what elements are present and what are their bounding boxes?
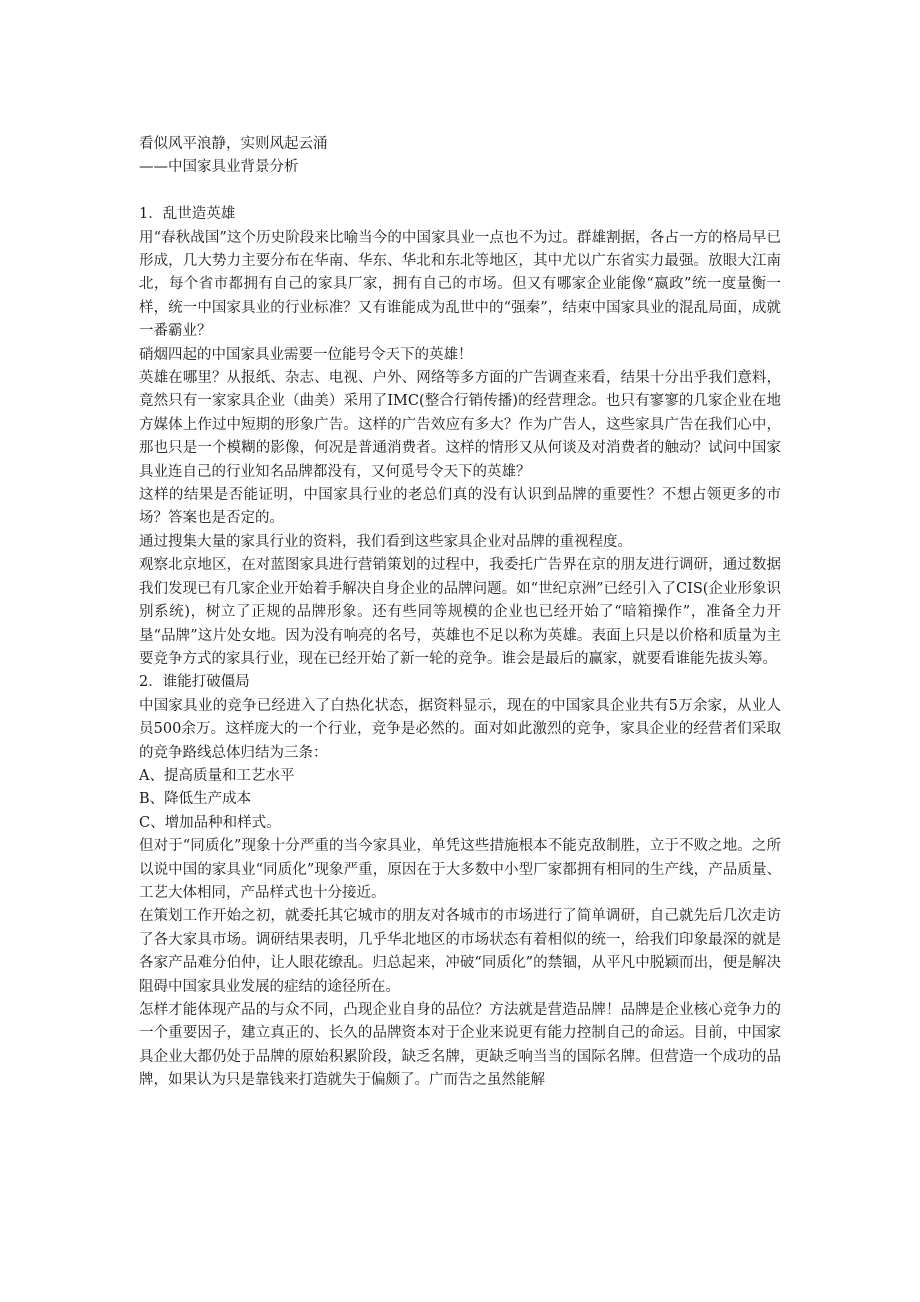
paragraph: 硝烟四起的中国家具业需要一位能号令天下的英雄！ <box>139 346 473 363</box>
document-body <box>139 133 781 1093</box>
list-item: B、降低生产成本 <box>139 791 252 808</box>
paragraph: 英雄在哪里？从报纸、杂志、电视、户外、网络等多方面的广告调查来看，结果十分出乎我们意料，竟然只有一家家具企业（曲美）采用了IMC(整合行销传播)的经营理念。也只有寥寥的几家企业在地方媒体上作过中短期的形象广告。这样的广告效应有多大？作为广告人，这些家具广告在我们心中，那也只是一个模糊的影像，何况是普通消费者。这样的情形又从何谈及对消费者的触动？试问中国家具业连自己的行业知名品牌都没有，又何觅号令天下的英雄？ <box>139 370 781 480</box>
paragraph: 怎样才能体现产品的与众不同，凸现企业自身的品位？方法就是营造品牌！品牌是企业核心竞争力的一个重要因子，建立真正的、长久的品牌资本对于企业来说更有能力控制自己的命运。目前，中国家具企业大都仍处于品牌的原始积累阶段，缺乏名牌，更缺乏响当当的国际名牌。但营造一个成功的品牌，如果认为只是靠钱来打造就失于偏颇了。广而告之虽然能解 <box>139 1002 781 1089</box>
paragraph: 中国家具业的竞争已经进入了白热化状态，据资料显示，现在的中国家具企业共有5万余家，从业人员500余万。这样庞大的一个行业，竞争是必然的。面对如此激烈的竞争，家具企业的经营者们采取的竞争路线总体归结为三条： <box>139 697 781 761</box>
blank-line <box>139 180 781 203</box>
section-heading: 2．谁能打破僵局 <box>139 674 250 691</box>
paragraph: 观察北京地区，在对蓝图家具进行营销策划的过程中，我委托广告界在京的朋友进行调研，通过数据我们发现已有几家企业开始着手解决自身企业的品牌问题。如“世纪京洲”已经引入了CIS(企业形象识别系统)，树立了正规的品牌形象。还有些同等规模的企业也已经开始了“暗箱操作”，准备全力开垦“品牌”这片处女地。因为没有响亮的名号，英雄也不足以称为英雄。表面上只是以价格和质量为主要竞争方式的家具行业，现在已经开始了新一轮的竞争。谁会是最后的赢家，就要看谁能先拔头筹。 <box>139 557 781 667</box>
paragraph: 但对于“同质化”现象十分严重的当今家具业，单凭这些措施根本不能克敌制胜，立于不败之地。之所以说中国的家具业“同质化”现象严重，原因在于大多数中小型厂家都拥有相同的生产线，产品质量、工艺大体相同，产品样式也十分接近。 <box>139 838 781 901</box>
paragraph: 这样的结果是否能证明，中国家具行业的老总们真的没有认识到品牌的重要性？不想占领更多的市场？答案也是否定的。 <box>139 487 781 527</box>
paragraph: 在策划工作开始之初，就委托其它城市的朋友对各城市的市场进行了简单调研，自己就先后几次走访了各大家具市场。调研结果表明，几乎华北地区的市场状态有着相似的统一，给我们印象最深的就是各家产品难分伯仲，让人眼花缭乱。归总起来，冲破“同质化”的禁锢，从平凡中脱颖而出，便是解决阻碍中国家具业发展的症结的途径所在。 <box>139 908 781 995</box>
document-subtitle: ——中国家具业背景分析 <box>139 159 299 176</box>
section-heading: 1．乱世造英雄 <box>139 206 236 223</box>
list-item: C、增加品种和样式。 <box>139 814 281 831</box>
list-item: A、提高质量和工艺水平 <box>139 767 295 784</box>
paragraph: 用“春秋战国”这个历史阶段来比喻当今的中国家具业一点也不为过。群雄割据，各占一方的格局早已形成，几大势力主要分布在华南、华东、华北和东北等地区，其中尤以广东省实力最强。放眼大江南北，每个省市都拥有自己的家具厂家，拥有自己的市场。但又有哪家企业能像“嬴政”统一度量衡一样，统一中国家具业的行业标准？又有谁能成为乱世中的“强秦”，结束中国家具业的混乱局面，成就一番霸业？ <box>139 229 781 340</box>
paragraph: 通过搜集大量的家具行业的资料，我们看到这些家具企业对品牌的重视程度。 <box>139 533 632 550</box>
document-title: 看似风平浪静，实则风起云涌 <box>139 136 328 152</box>
